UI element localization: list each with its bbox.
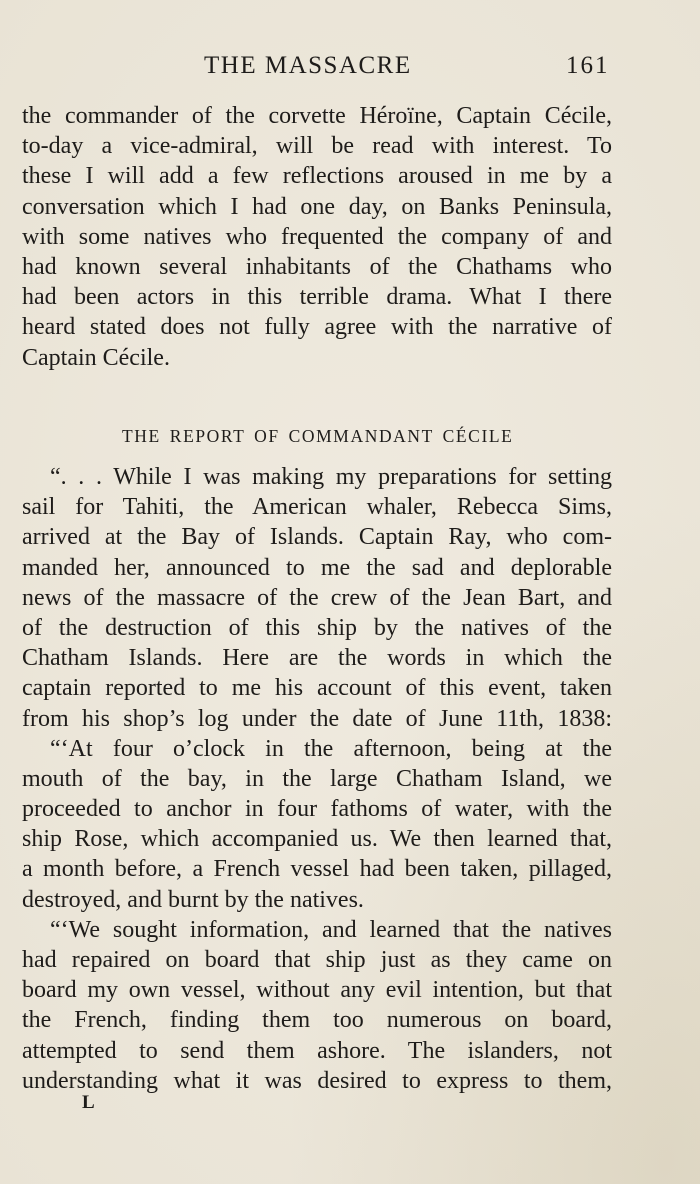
text-line: board my own vessel, without any evil intention, but that <box>22 977 612 1004</box>
text-line: Captain Cécile. <box>22 344 170 371</box>
text-line: arrived at the Bay of Islands. Captain Ray, who com- <box>22 524 612 551</box>
text-line: the French, finding them too numerous on board, <box>22 1007 612 1034</box>
text-line: had repaired on board that ship just as they came on <box>22 947 612 973</box>
paragraph-2 <box>22 462 612 1096</box>
text-line: ship Rose, which accompanied us. We then learned that, <box>22 826 612 853</box>
text-line: from his shop’s log under the date of June 11th, 1838: <box>22 705 612 732</box>
paragraph-1 <box>22 101 612 373</box>
text-line: understanding what it was desired to express to them, <box>22 1067 612 1094</box>
text-line: conversation which I had one day, on Banks Peninsula, <box>22 193 612 220</box>
text-line: “. . . While I was making my preparations for setting <box>50 464 612 490</box>
text-line: to-day a vice-admiral, will be read with interest. To <box>22 133 612 160</box>
text-line: with some natives who frequented the company of and <box>22 223 612 250</box>
text-line: captain reported to me his account of this event, taken <box>22 675 612 702</box>
text-line: destroyed, and burnt by the natives. <box>22 886 364 913</box>
text-line: mouth of the bay, in the large Chatham Island, we <box>22 765 612 792</box>
text-line: proceeded to anchor in four fathoms of water, with the <box>22 796 612 823</box>
text-line: attempted to send them ashore. The islanders, not <box>22 1037 612 1064</box>
text-line: heard stated does not fully agree with the narrative of <box>22 314 612 341</box>
signature-mark: L <box>82 1092 95 1113</box>
text-line: had been actors in this terrible drama. What I there <box>22 284 612 311</box>
text-line: these I will add a few reflections aroused in me by a <box>22 163 612 190</box>
text-line: sail for Tahiti, the American whaler, Rebecca Sims, <box>22 494 612 521</box>
page-number: 161 <box>566 52 610 79</box>
text-line: “‘We sought information, and learned that the natives <box>50 916 612 943</box>
text-line: of the destruction of this ship by the natives of the <box>22 614 612 641</box>
text-line: Chatham Islands. Here are the words in which the <box>22 645 612 672</box>
text-line: news of the massacre of the crew of the Jean Bart, and <box>22 584 612 611</box>
running-head: THE MASSACRE <box>204 52 412 79</box>
page-header <box>0 52 700 86</box>
text-line: the commander of the corvette Héroïne, Captain Cécile, <box>22 103 612 129</box>
text-line: “‘At four o’clock in the afternoon, being at the <box>50 735 612 762</box>
text-line: manded her, announced to me the sad and deplorable <box>22 554 612 581</box>
section-heading: THE REPORT OF COMMANDANT CÉCILE <box>122 426 514 446</box>
text-line: a month before, a French vessel had been taken, pillaged, <box>22 856 612 883</box>
text-line: had known several inhabitants of the Chathams who <box>22 253 612 280</box>
